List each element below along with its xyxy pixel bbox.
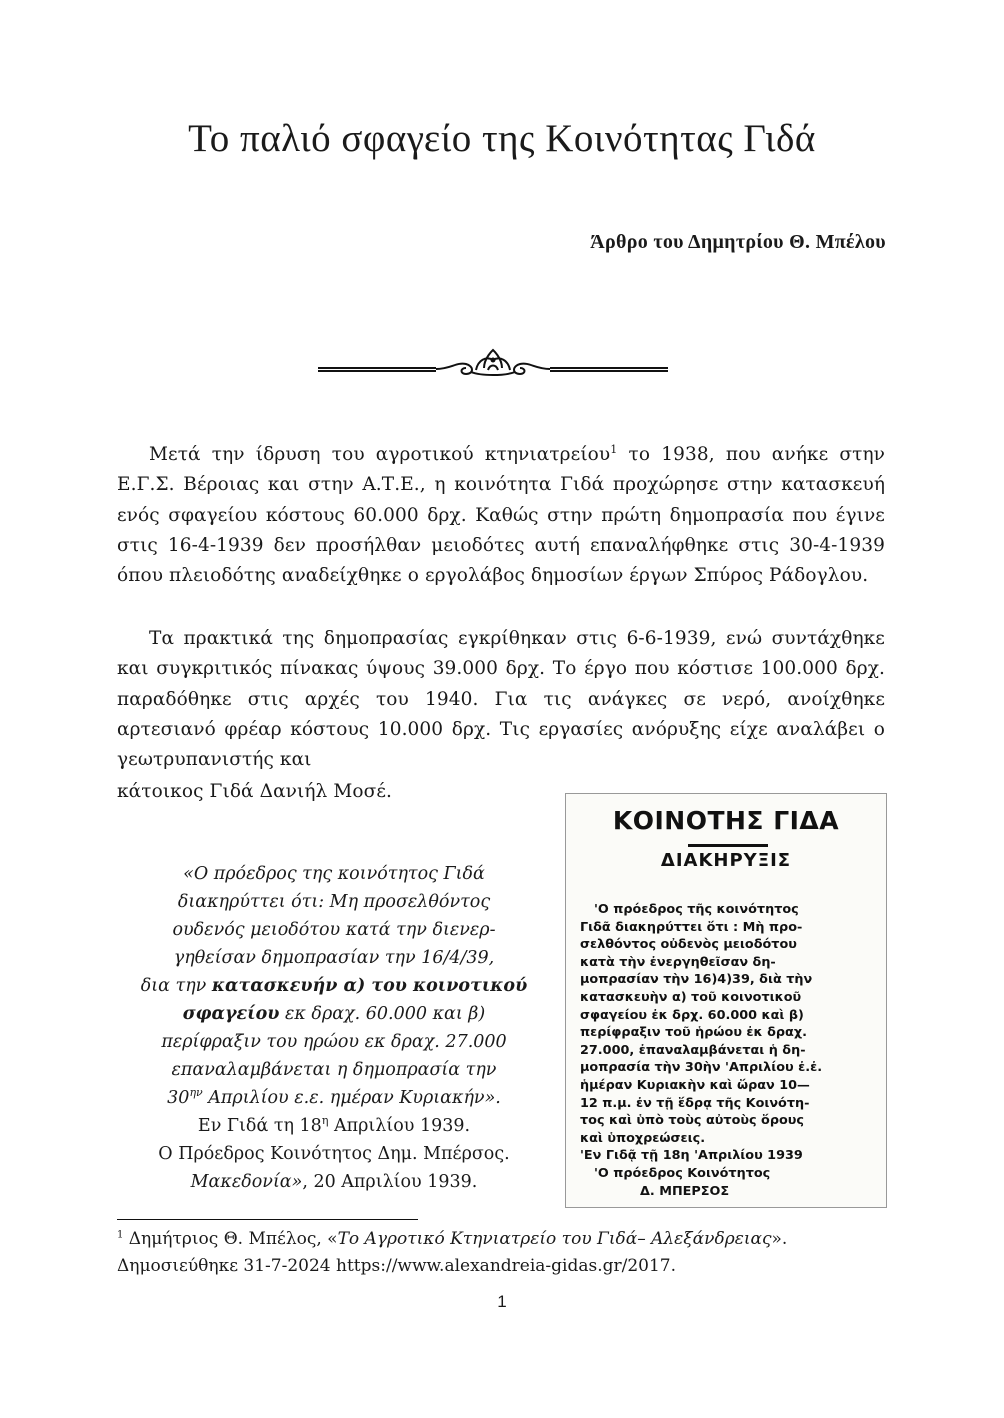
clipping-line: τος καὶ ὑπὸ τοὺς αὐτοὺς ὅρους xyxy=(580,1113,805,1129)
clipping-line: 27.000, ἐπαναλαμβάνεται ἡ δη- xyxy=(580,1042,806,1058)
clipping-line: 12 π.μ. ἐν τῇ ἕδρᾳ τῆς Κοινότη- xyxy=(580,1095,810,1111)
author-byline: Άρθρο του Δημητρίου Θ. Μπέλου xyxy=(590,231,886,253)
quote-line: γηθείσαν δημοπρασίαν την 16/4/39, xyxy=(173,948,495,968)
paragraph-2-last-line: κάτοικος Γιδά Δανιήλ Μοσέ. xyxy=(117,781,393,802)
scroll-divider-icon xyxy=(316,346,670,380)
quote-line: διακηρύττει ότι: Μη προσελθόντος xyxy=(177,892,491,912)
clipping-line: σφαγείου ἐκ δρχ. 60.000 καὶ β) xyxy=(580,1007,804,1023)
clipping-line: ἡμέραν Κυριακὴν καὶ ὥραν 10— xyxy=(580,1077,810,1093)
quote-superscript: η xyxy=(321,1114,329,1128)
quote-line xyxy=(112,1112,556,1140)
clipping-line: περίφραξιν τοῦ ἡρώου ἐκ δραχ. xyxy=(580,1025,807,1041)
clipping-signature: Δ. ΜΠΕΡΣΟΣ xyxy=(640,1183,730,1199)
clipping-rule xyxy=(688,844,768,847)
quote-fragment: Απριλίου ε.ε. ημέραν Κυριακήν». xyxy=(202,1088,501,1108)
newspaper-clipping xyxy=(565,793,887,1208)
quote-fragment: 30 xyxy=(167,1088,190,1108)
footnote-italic-title: Το Αγροτικό Κτηνιατρείο του Γιδά– Αλεξάνδρειας xyxy=(337,1229,772,1249)
quote-line: «Ο πρόεδρος της κοινότητος Γιδά xyxy=(183,864,485,884)
clipping-subheading: ΔΙΑΚΗΡΥΞΙΣ xyxy=(660,850,792,871)
clipping-line: μοπρασίαν τὴν 16)4)39, διὰ τὴν xyxy=(580,972,813,988)
quote-fragment: δια την xyxy=(140,976,212,996)
article-paragraph-2 xyxy=(117,624,885,775)
quote-superscript: ην xyxy=(189,1086,203,1100)
clipping-line: καὶ ὑποχρεώσεις. xyxy=(580,1130,706,1146)
paragraph-2-text: Τα πρακτικά της δημοπρασίας εγκρίθηκαν στις 6-6-1939, ενώ συντάχθηκε και συγκριτικός πίνακας ύψους 39.000 δρχ. Το έργο που κόστισε 100.000 δρχ. παραδόθηκε στις αρχές του 1940. Για τις ανάγκες σε νερό, ανοίχθηκε αρτεσιανό φρέαρ κόστους 10.000 δρχ. Τις εργασίες ανόρυξης είχε αναλάβει ο γεωτρυπανιστής και xyxy=(117,628,885,771)
clipping-line: Γιδᾶ διακηρύττει ὅτι : Μὴ προ- xyxy=(580,919,803,935)
clipping-body xyxy=(580,901,878,1200)
article-paragraph-1 xyxy=(117,440,885,591)
quote-line xyxy=(112,972,556,1000)
clipping-line: κατασκευὴν α) τοῦ κοινοτικοῦ xyxy=(580,989,802,1005)
footnote-ref[interactable]: 1 xyxy=(610,442,618,456)
quote-bold-fragment: κατασκευήν α) του κοινοτικού xyxy=(211,976,528,996)
quote-line: ουδενός μειοδότου κατά την διενερ- xyxy=(172,920,496,940)
quote-fragment: εκ δραχ. 60.000 και β) xyxy=(279,1004,486,1024)
quote-italic-fragment: Μακεδονία» xyxy=(190,1172,303,1192)
footnote-text-end[interactable]: ». Δημοσιεύθηκε 31-7-2024 https://www.alexandreia-gidas.gr/2017. xyxy=(117,1229,788,1276)
paragraph-1-text-start: Μετά την ίδρυση του αγροτικού κτηνιατρείου xyxy=(149,444,611,465)
clipping-line: 'Εν Γιδᾷ τῇ 18η 'Απριλίου 1939 xyxy=(580,1148,803,1164)
footnote-number: 1 xyxy=(117,1229,124,1241)
quote-line xyxy=(112,1084,556,1112)
quote-line: περίφραξιν του ηρώου εκ δραχ. 27.000 xyxy=(161,1032,507,1052)
quote-line xyxy=(112,1000,556,1028)
quote-line: Ο Πρόεδρος Κοινότητος Δημ. Μπέρσος. xyxy=(158,1144,510,1164)
clipping-line: κατὰ τὴν ἐνεργηθεῖσαν δη- xyxy=(580,954,776,970)
clipping-heading: ΚΟΙΝΟΤΗΣ ΓΙΔΑ xyxy=(612,806,840,835)
quote-line xyxy=(112,1168,556,1196)
clipping-line: 'Ο πρόεδρος Κοινότητος xyxy=(594,1165,771,1181)
quoted-announcement xyxy=(112,860,556,1196)
quote-fragment: Εν Γιδά τη 18 xyxy=(197,1116,322,1136)
quote-fragment: , 20 Απριλίου 1939. xyxy=(302,1172,478,1192)
paragraph-1-text-end: το 1938, που ανήκε στην Ε.Γ.Σ. Βέροιας και στην Α.Τ.Ε., η κοινότητα Γιδά προχώρησε στην κατασκευή ενός σφαγείου κόστους 60.000 δρχ. Καθώς στην πρώτη δημοπρασία που έγινε στις 16-4-1939 δεν προσήλθαν μειοδότες αυτή επαναλήφθηκε στις 30-4-1939 όπου πλειοδότης αναδείχθηκε ο εργολάβος δημοσίων έργων Σπύρος Ράδογλου. xyxy=(117,444,885,587)
quote-bold-fragment: σφαγείου xyxy=(182,1004,280,1024)
clipping-line: σελθόντος οὐδενὸς μειοδότου xyxy=(580,937,797,953)
footnote-divider xyxy=(117,1219,418,1220)
footnote xyxy=(117,1226,887,1280)
clipping-line: μοπρασία τὴν 30ὴν 'Απριλίου ἐ.ἐ. xyxy=(580,1060,823,1076)
page-title: Το παλιό σφαγείο της Κοινότητας Γιδά xyxy=(188,117,816,160)
footnote-text: Δημήτριος Θ. Μπέλος, « xyxy=(123,1229,338,1249)
clipping-line: 'Ο πρόεδρος τῆς κοινότητος xyxy=(594,902,799,917)
quote-fragment: Απριλίου 1939. xyxy=(328,1116,471,1136)
quote-line: επαναλαμβάνεται η δημοπρασία την xyxy=(171,1060,497,1080)
page-number: 1 xyxy=(497,1292,507,1311)
